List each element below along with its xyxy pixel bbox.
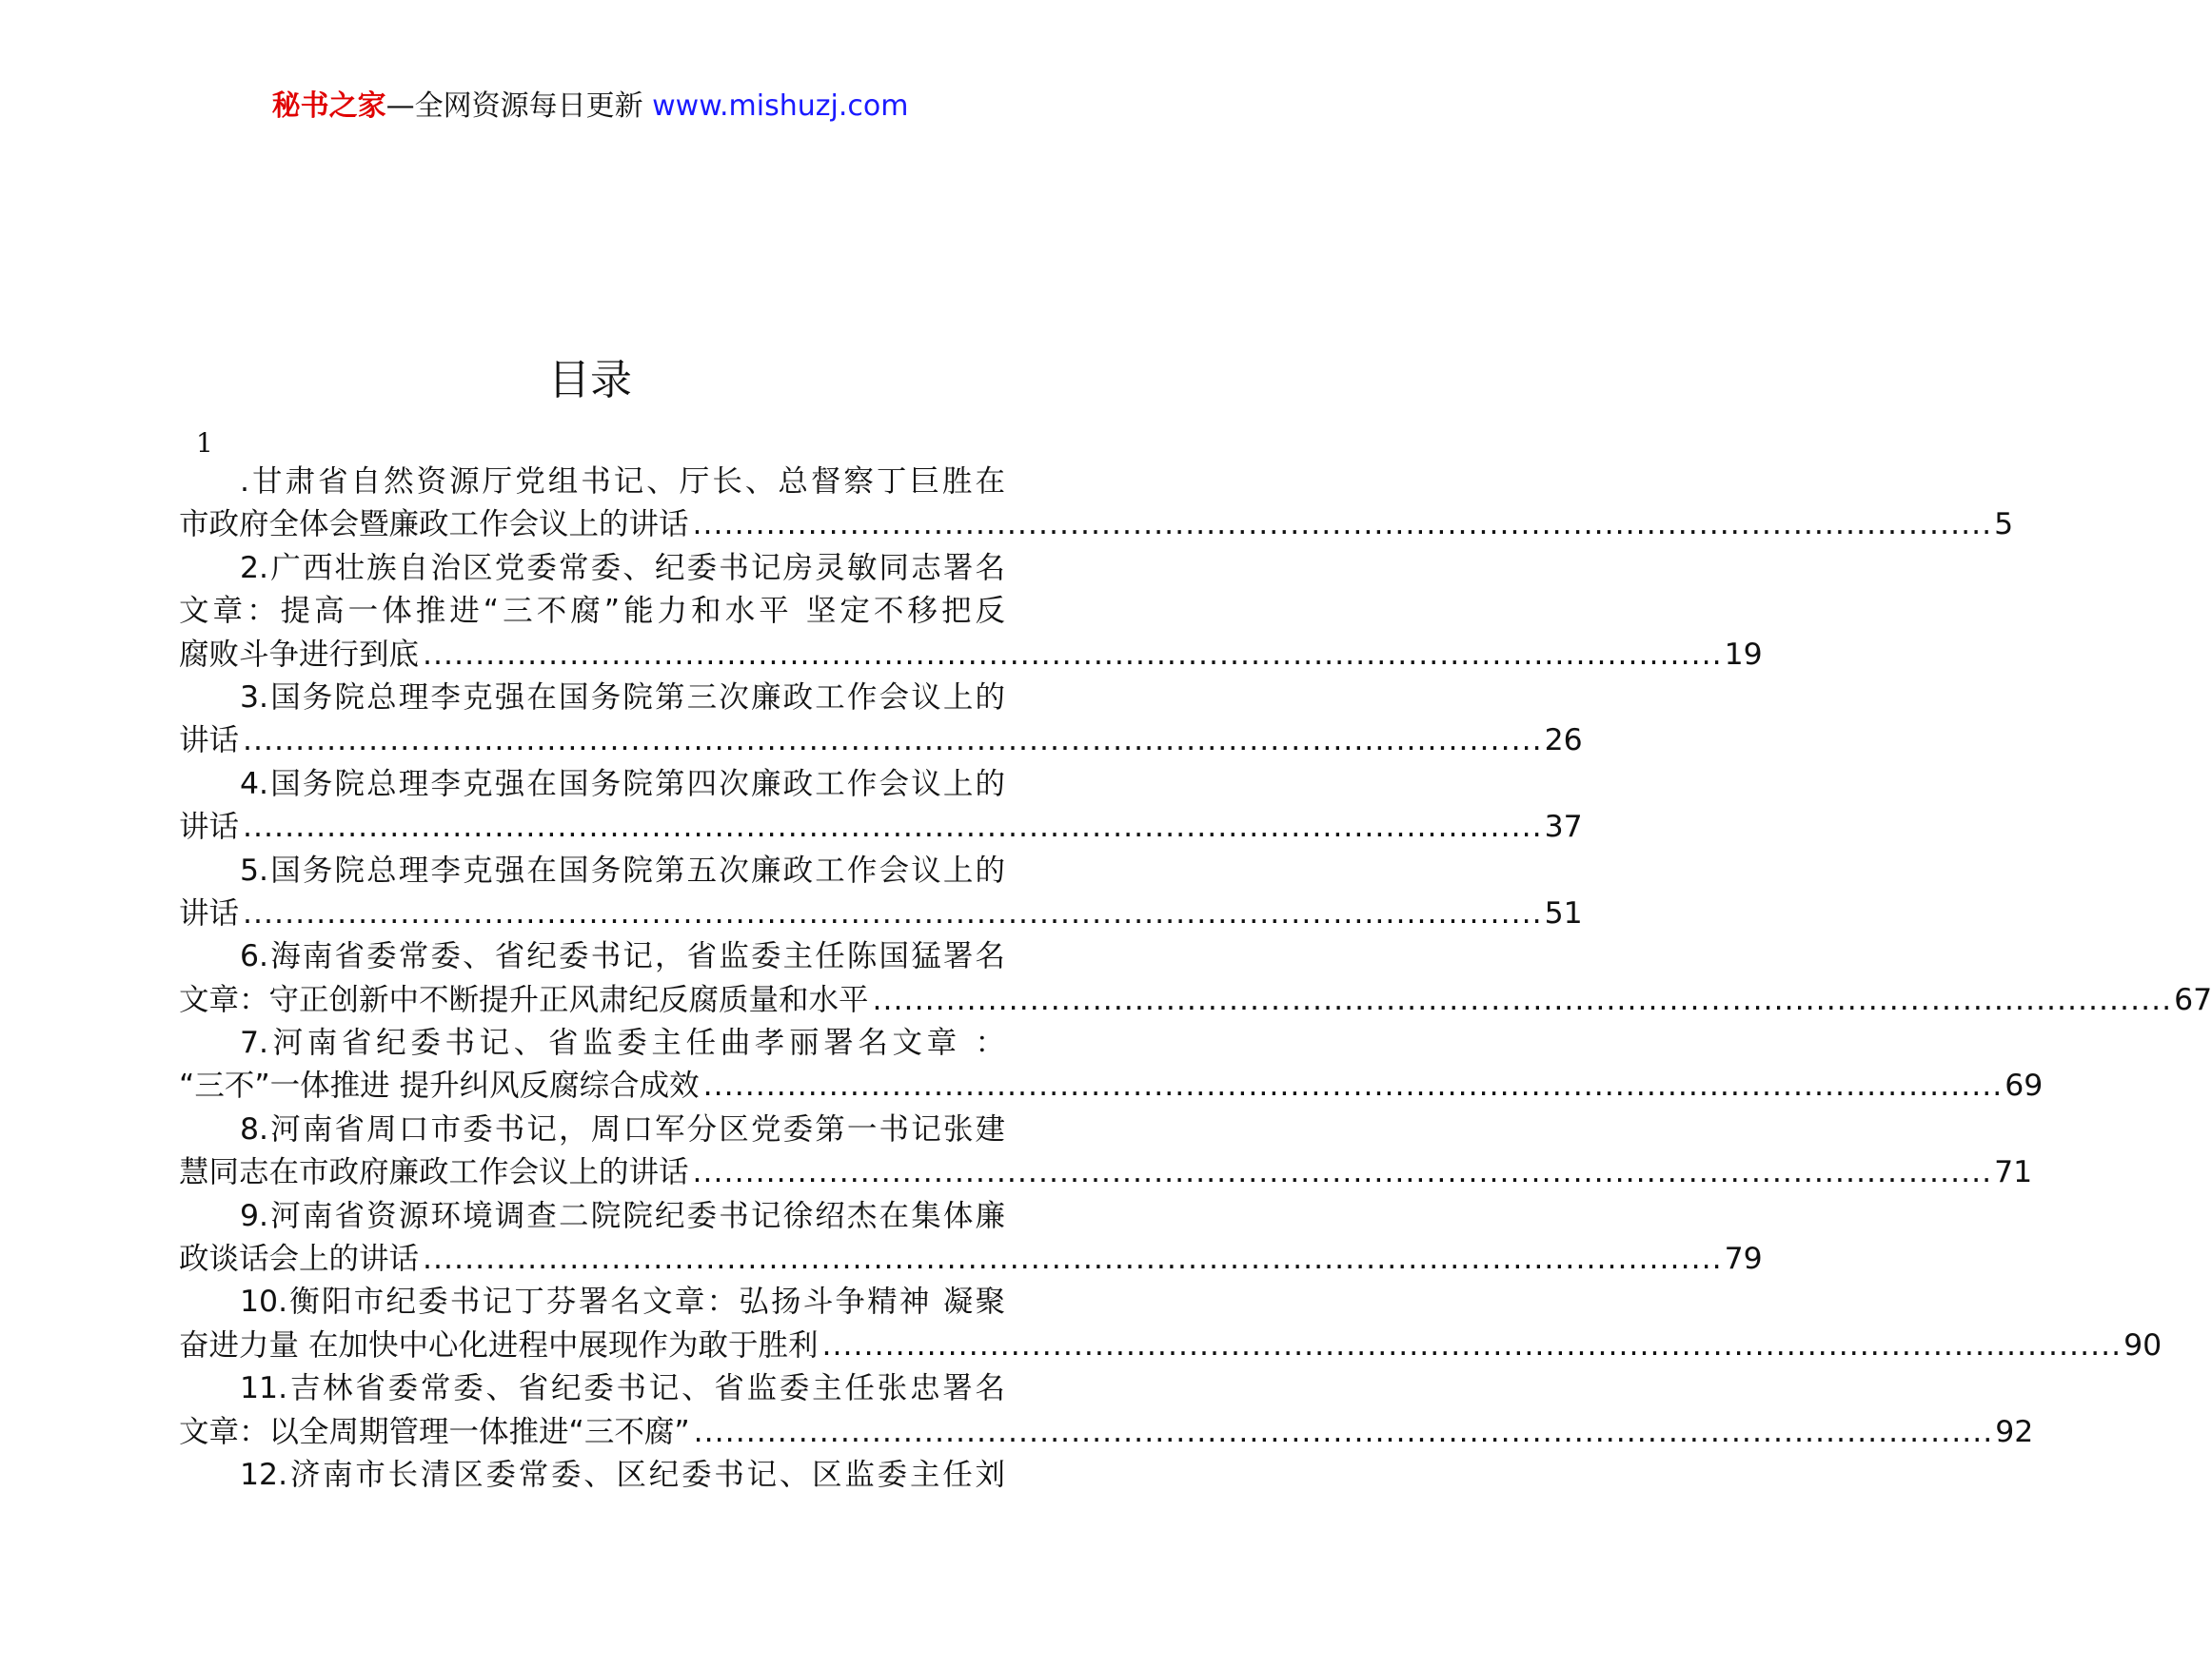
- site-header: [0, 88, 1180, 126]
- toc-entry[interactable]: [179, 1022, 2044, 1109]
- toc-marker: 1: [196, 427, 213, 459]
- toc-entry-text: 3.国务院总理李克强在国务院第三次廉政工作会议上的: [240, 679, 1005, 715]
- toc-page-number: 26: [1544, 723, 1583, 758]
- toc-entry[interactable]: [179, 547, 1763, 677]
- dot-leader: ............................................................................................................................: [693, 1414, 1994, 1449]
- toc-title: 目录: [548, 356, 632, 404]
- toc-entry-text: 文章：以全周期管理一体推进“三不腐”: [179, 1414, 690, 1449]
- site-url[interactable]: www.mishuzj.com: [652, 89, 909, 123]
- toc-entry-text: 10.衡阳市纪委书记丁芬署名文章：弘扬斗争精神 凝聚: [240, 1285, 1005, 1320]
- toc-entry-text: 4.国务院总理李克强在国务院第四次廉政工作会议上的: [240, 766, 1005, 801]
- toc-page-number: 67: [2174, 982, 2212, 1017]
- toc-page-number: 19: [1724, 637, 1763, 672]
- dot-leader: ............................................................................................................................: [423, 1242, 1723, 1277]
- toc-entry-text: 讲话: [179, 895, 240, 931]
- toc-entry[interactable]: [179, 1109, 2033, 1195]
- table-of-contents: [179, 461, 2212, 1497]
- toc-page-number: 5: [1994, 507, 2014, 542]
- toc-page-number: 69: [2005, 1069, 2044, 1104]
- toc-entry[interactable]: [179, 1454, 1005, 1497]
- brand-name: 秘书之家: [271, 89, 386, 123]
- dot-leader: ............................................................................................................................: [423, 637, 1723, 672]
- toc-entry-text: 政谈话会上的讲话: [179, 1242, 420, 1277]
- toc-entry[interactable]: [179, 850, 1583, 936]
- toc-entry[interactable]: [179, 1195, 1763, 1282]
- toc-entry-text: 5.国务院总理李克强在国务院第五次廉政工作会议上的: [240, 853, 1005, 888]
- toc-entry[interactable]: [179, 1281, 2163, 1367]
- toc-entry-text: 讲话: [179, 723, 240, 758]
- toc-page-number: 90: [2123, 1327, 2163, 1363]
- dot-leader: ............................................................................................................................: [821, 1327, 2123, 1363]
- toc-entry[interactable]: [179, 1367, 2034, 1454]
- toc-entry-text: 2.广西壮族自治区党委常委、纪委书记房灵敏同志署名: [240, 550, 1005, 585]
- toc-entry-text: “三不”一体推进 提升纠风反腐综合成效: [179, 1069, 700, 1104]
- toc-entry[interactable]: [179, 461, 2014, 547]
- toc-page-number: 79: [1724, 1242, 1763, 1277]
- toc-entry-text: 讲话: [179, 810, 240, 845]
- toc-entry-text: 文章：提高一体推进“三不腐”能力和水平 坚定不移把反: [179, 594, 1005, 629]
- toc-entry[interactable]: [179, 935, 2212, 1022]
- toc-entry-text: 腐败斗争进行到底: [179, 637, 420, 672]
- toc-entry-text: .甘肃省自然资源厅党组书记、厅长、总督察丁巨胜在: [240, 464, 1005, 499]
- dot-leader: ............................................................................................................................: [872, 982, 2173, 1017]
- toc-entry-text: 7.河南省纪委书记、省监委主任曲孝丽署名文章 ：: [240, 1026, 1005, 1061]
- toc-entry-text: 市政府全体会暨廉政工作会议上的讲话: [179, 507, 689, 542]
- toc-page-number: 92: [1995, 1414, 2034, 1449]
- toc-page-number: 71: [1994, 1155, 2033, 1190]
- dot-leader: ............................................................................................................................: [692, 507, 1993, 542]
- dot-leader: ............................................................................................................................: [243, 810, 1543, 845]
- toc-entry[interactable]: [179, 677, 1583, 763]
- toc-entry-text: 8.河南省周口市委书记，周口军分区党委第一书记张建: [240, 1111, 1005, 1147]
- dot-leader: ............................................................................................................................: [243, 895, 1543, 931]
- toc-entry-text: 9.河南省资源环境调查二院院纪委书记徐绍杰在集体廉: [240, 1198, 1005, 1233]
- toc-entry[interactable]: [179, 763, 1583, 850]
- dot-leader: ............................................................................................................................: [692, 1155, 1993, 1190]
- toc-page-number: 37: [1544, 810, 1583, 845]
- dot-leader: ............................................................................................................................: [243, 723, 1543, 758]
- toc-entry-text: 11.吉林省委常委、省纪委书记、省监委主任张忠署名: [240, 1371, 1005, 1406]
- slogan: —全网资源每日更新: [385, 89, 653, 123]
- dot-leader: ............................................................................................................................: [702, 1069, 2004, 1104]
- toc-entry-text: 6.海南省委常委、省纪委书记，省监委主任陈国猛署名: [240, 939, 1005, 974]
- toc-entry-text: 奋进力量 在加快中心化进程中展现作为敢于胜利: [179, 1327, 819, 1363]
- toc-page-number: 51: [1544, 895, 1583, 931]
- toc-entry-text: 文章：守正创新中不断提升正风肃纪反腐质量和水平: [179, 982, 869, 1017]
- toc-entry-text: 慧同志在市政府廉政工作会议上的讲话: [179, 1155, 689, 1190]
- toc-entry-text: 12.济南市长清区委常委、区纪委书记、区监委主任刘: [240, 1457, 1005, 1492]
